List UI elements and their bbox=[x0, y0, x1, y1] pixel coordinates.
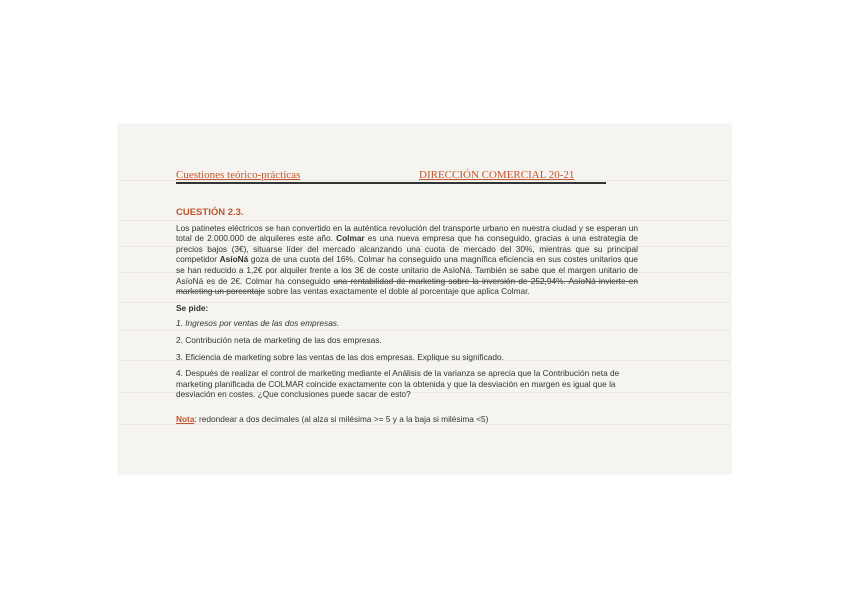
question-content bbox=[176, 208, 638, 425]
note-label: Nota bbox=[176, 413, 195, 424]
task-item-1: 1. Ingresos por ventas de las dos empresas. bbox=[176, 318, 340, 329]
header-subject: Cuestiones teórico-prácticas bbox=[176, 169, 301, 181]
note-text: : redondear a dos decimales (al alza si milésima >= 5 y a la baja si milésima <5) bbox=[194, 413, 489, 424]
struck-text: una rentabilidad de marketing sobre la inversión de 252,94%. AsíoNá invierte en marketing un porcentaje bbox=[176, 275, 639, 297]
rounding-note bbox=[176, 414, 638, 425]
task-item-3: 3. Eficiencia de marketing sobre las ventas de las dos empresas. Explique su significado. bbox=[176, 351, 504, 362]
company-colmar: Colmar bbox=[336, 233, 365, 244]
header-course: DIRECCIÓN COMERCIAL 20-21 bbox=[419, 169, 575, 181]
document-sheet bbox=[118, 124, 731, 474]
statement-text: sobre las ventas exactamente el doble al porcentaje que aplica Colmar. bbox=[265, 286, 530, 297]
document-header bbox=[176, 166, 606, 184]
task-item-2: 2. Contribución neta de marketing de las dos empresas. bbox=[176, 334, 382, 345]
statement-text: goza de una cuota del 16%. Colmar ha conseguido una magnífica eficiencia en sus costes unitarios que se han reducido a 1,2€ por alquiler frente a los 3€ de coste unitario de AsíoNá. También se sabe que el margen unitario de AsíoNá es de 2€. Colmar ha conseguido bbox=[176, 254, 638, 286]
question-title: CUESTIÓN 2.3. bbox=[176, 207, 244, 218]
se-pide-heading: Se pide: bbox=[176, 302, 209, 313]
task-item-4: 4. Después de realizar el control de marketing mediante el Análisis de la varianza se aprecia que la Contribución neta de marketing planificada de COLMAR coincide exactamente con la obtenida y que la desviación en margen es igual que la desviación en costes. ¿Que conclusiones puede sacar de esto? bbox=[176, 368, 620, 400]
question-statement bbox=[176, 223, 638, 297]
company-asiona: AsíoNá bbox=[219, 254, 249, 265]
statement-text: Los patinetes eléctricos se han convertido en la auténtica revolución del transporte urbano en nuestra ciudad y se esperan un total de 2.000.000 de alquileres este año. bbox=[176, 222, 638, 244]
statement-text: es una nueva empresa que ha conseguido, gracias a una estrategia de precios bajos (3€), situarse líder del mercado alcanzando una cuota de mercado del 30%, mientras que su principal competidor bbox=[176, 233, 639, 265]
